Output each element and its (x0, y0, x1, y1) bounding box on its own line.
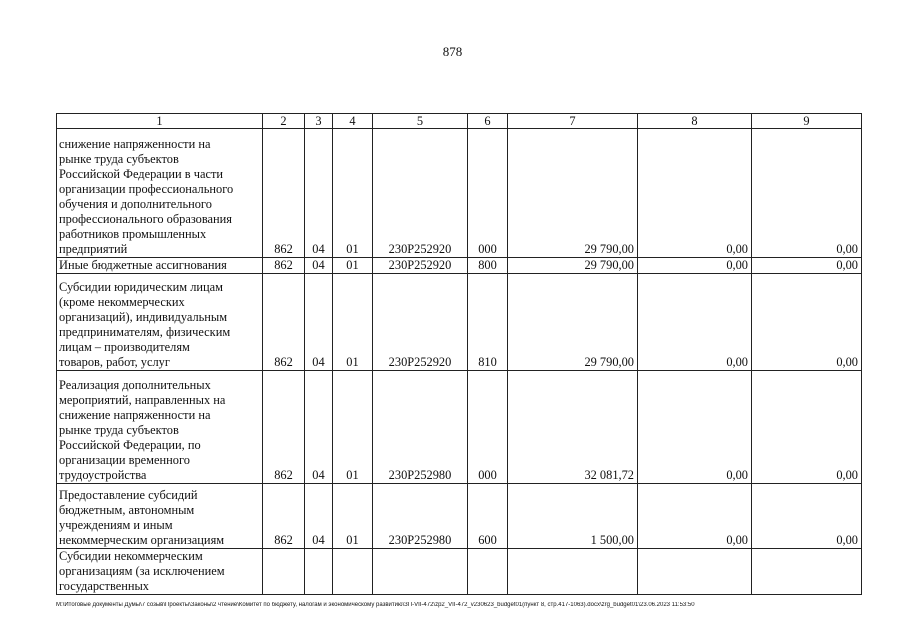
cell-target-article: 230Р252920 (373, 274, 468, 371)
cell-amount-9: 0,00 (752, 129, 862, 258)
row-description (57, 484, 263, 549)
description-line: организациям (за исключением (59, 564, 225, 578)
description-line: трудоустройства (59, 468, 147, 482)
column-header: 4 (333, 114, 373, 129)
description-line: снижение напряженности на (59, 137, 211, 151)
cell-section: 04 (305, 484, 333, 549)
cell-amount-7: 29 790,00 (508, 129, 638, 258)
row-description (57, 371, 263, 484)
description-line: Реализация дополнительных (59, 378, 211, 392)
cell-ministry-code: 862 (263, 258, 305, 274)
column-header: 6 (468, 114, 508, 129)
description-line: снижение напряженности на (59, 408, 211, 422)
description-line: предпринимателям, физическим (59, 325, 231, 339)
cell-expense-type: 800 (468, 258, 508, 274)
document-path-footer: М:\Итоговые документы Думы\7 созыв\Проекты\Законы\2 чтение\Комитет по бюджету, налогам и экономическому развитию\ЗП-VII-472\zp2_VII-472_v230623_budget01(пункт 8, стр.417-1063).docx\zrg_budget01\23.06.2023 11:53:50 (56, 602, 695, 608)
cell-expense-type: 810 (468, 274, 508, 371)
cell-subsection: 01 (333, 371, 373, 484)
description-line: учреждениям и иным (59, 518, 173, 532)
cell-amount-8 (638, 549, 752, 595)
table-row (57, 274, 862, 371)
cell-expense-type: 000 (468, 371, 508, 484)
row-description (57, 129, 263, 258)
cell-ministry-code: 862 (263, 484, 305, 549)
cell-expense-type (468, 549, 508, 595)
description-line: товаров, работ, услуг (59, 355, 170, 369)
cell-amount-7: 29 790,00 (508, 274, 638, 371)
cell-amount-9: 0,00 (752, 371, 862, 484)
cell-section: 04 (305, 258, 333, 274)
cell-amount-7: 1 500,00 (508, 484, 638, 549)
cell-ministry-code: 862 (263, 129, 305, 258)
description-line: профессионального образования (59, 212, 233, 226)
description-line: некоммерческим организациям (59, 533, 225, 547)
cell-ministry-code (263, 549, 305, 595)
table-row (57, 371, 862, 484)
cell-subsection: 01 (333, 129, 373, 258)
page-number: 878 (442, 44, 463, 59)
description-line: рынке труда субъектов (59, 152, 179, 166)
table-row (57, 549, 862, 595)
description-line: организации временного (59, 453, 190, 467)
cell-amount-8: 0,00 (638, 258, 752, 274)
column-header: 8 (638, 114, 752, 129)
cell-amount-8: 0,00 (638, 129, 752, 258)
description-line: организаций), индивидуальным (59, 310, 228, 324)
description-line: Предоставление субсидий (59, 488, 198, 502)
cell-amount-7: 32 081,72 (508, 371, 638, 484)
cell-target-article: 230Р252980 (373, 484, 468, 549)
column-header: 9 (752, 114, 862, 129)
description-line: обучения и дополнительного (59, 197, 212, 211)
row-description (57, 549, 263, 595)
description-line: организации профессионального (59, 182, 234, 196)
column-header: 7 (508, 114, 638, 129)
description-line: государственных (59, 579, 150, 593)
table-row (57, 258, 862, 274)
cell-section: 04 (305, 371, 333, 484)
cell-amount-9: 0,00 (752, 484, 862, 549)
description-line: лицам – производителям (59, 340, 190, 354)
cell-target-article: 230Р252920 (373, 129, 468, 258)
cell-subsection: 01 (333, 258, 373, 274)
description-line: работников промышленных (59, 227, 207, 241)
cell-amount-9: 0,00 (752, 258, 862, 274)
description-line: предприятий (59, 242, 128, 256)
column-header: 1 (57, 114, 263, 129)
column-header: 2 (263, 114, 305, 129)
table-header-row (57, 114, 862, 129)
row-description (57, 274, 263, 371)
table-row (57, 484, 862, 549)
cell-expense-type: 600 (468, 484, 508, 549)
cell-amount-7 (508, 549, 638, 595)
cell-ministry-code: 862 (263, 274, 305, 371)
description-line: рынке труда субъектов (59, 423, 179, 437)
column-header: 3 (305, 114, 333, 129)
cell-amount-8: 0,00 (638, 371, 752, 484)
cell-ministry-code: 862 (263, 371, 305, 484)
cell-subsection (333, 549, 373, 595)
cell-amount-9 (752, 549, 862, 595)
description-line: Российской Федерации в части (59, 167, 223, 181)
description-line: Иные бюджетные ассигнования (59, 258, 227, 272)
cell-section (305, 549, 333, 595)
cell-section: 04 (305, 129, 333, 258)
cell-subsection: 01 (333, 484, 373, 549)
cell-amount-8: 0,00 (638, 274, 752, 371)
description-line: (кроме некоммерческих (59, 295, 185, 309)
row-description (57, 258, 263, 274)
column-header: 5 (373, 114, 468, 129)
cell-amount-9: 0,00 (752, 274, 862, 371)
cell-expense-type: 000 (468, 129, 508, 258)
cell-subsection: 01 (333, 274, 373, 371)
description-line: мероприятий, направленных на (59, 393, 226, 407)
description-line: Субсидии некоммерческим (59, 549, 203, 563)
cell-section: 04 (305, 274, 333, 371)
cell-target-article: 230Р252980 (373, 371, 468, 484)
cell-target-article: 230Р252920 (373, 258, 468, 274)
budget-table (56, 113, 862, 595)
cell-amount-8: 0,00 (638, 484, 752, 549)
table-row (57, 129, 862, 258)
description-line: бюджетным, автономным (59, 503, 195, 517)
cell-target-article (373, 549, 468, 595)
description-line: Субсидии юридическим лицам (59, 280, 224, 294)
cell-amount-7: 29 790,00 (508, 258, 638, 274)
description-line: Российской Федерации, по (59, 438, 201, 452)
